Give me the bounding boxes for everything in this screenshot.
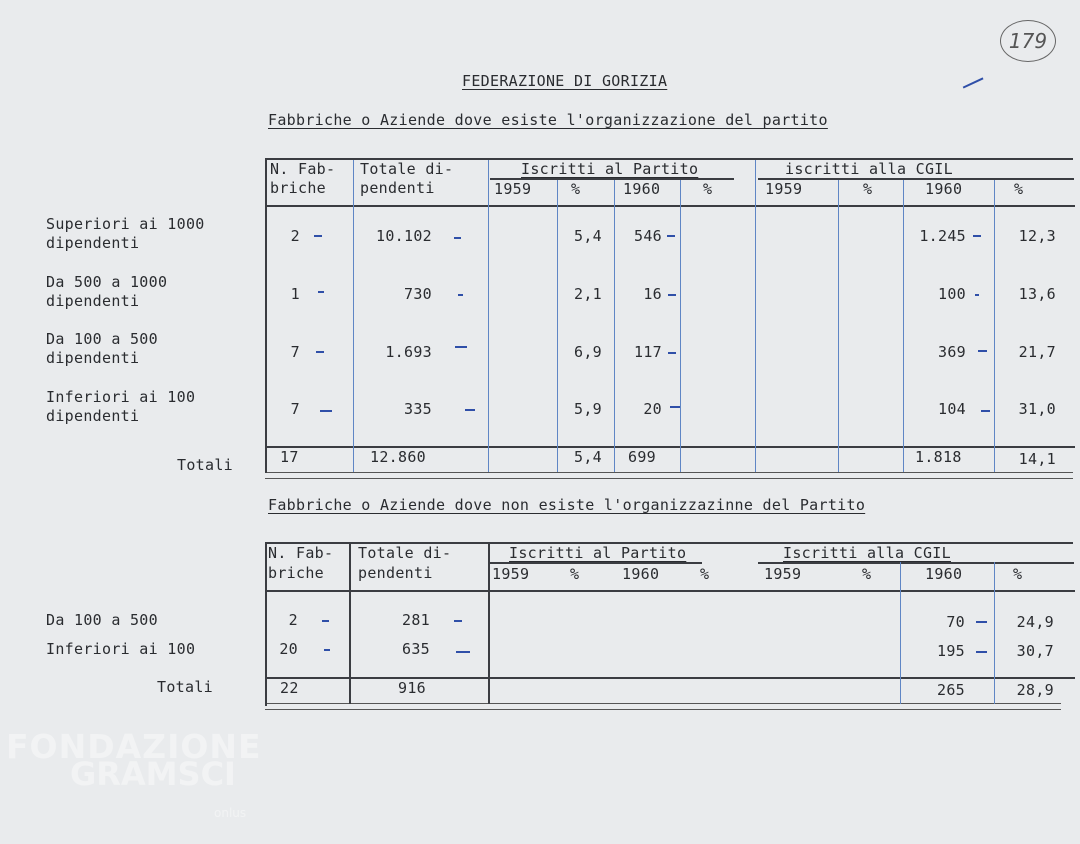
page-number-stamp: 179 — [1000, 20, 1056, 62]
header-percent: % — [700, 565, 710, 583]
table2-header-rule — [265, 590, 1075, 592]
table2-col-divider — [900, 562, 901, 704]
row-label: Da 100 a 500 — [46, 611, 158, 629]
pen-tick — [981, 410, 990, 412]
header-totale-line2: pendenti — [358, 564, 433, 582]
pen-tick — [978, 350, 987, 352]
pen-tick — [973, 235, 981, 237]
pen-tick — [668, 352, 676, 354]
table1-col-divider — [994, 180, 995, 472]
row-label: Da 100 a 500 — [46, 330, 158, 348]
watermark-logo-line1: FONDAZIONE — [6, 727, 262, 766]
header-year-1960: 1960 — [622, 565, 660, 583]
row-label: Da 500 a 1000 — [46, 273, 168, 291]
total-nfab: 17 — [280, 448, 299, 466]
row-label: dipendenti — [46, 234, 140, 252]
cell-cgil-1960: 100 — [938, 285, 966, 303]
header-nfab-line2: briche — [270, 179, 326, 197]
table1-cgil-rule — [758, 178, 1074, 180]
row-label: dipendenti — [46, 349, 140, 367]
pen-tick — [320, 410, 332, 412]
watermark-logo-line3: onlus — [214, 806, 247, 820]
header-year-1960: 1960 — [925, 565, 963, 583]
table1-col-divider — [838, 180, 839, 472]
cell-cgil-pct: 24,9 — [1016, 613, 1054, 631]
header-year-1959: 1959 — [494, 180, 532, 198]
cell-partito-pct-1959: 2,1 — [574, 285, 602, 303]
total-cgil-pct: 14,1 — [1018, 450, 1056, 468]
header-percent: % — [863, 180, 873, 198]
cell-totale: 335 — [404, 400, 432, 418]
cell-nfab: 1 — [290, 285, 300, 303]
table1-col-divider — [557, 180, 558, 472]
total-cgil-1960: 1.818 — [915, 448, 962, 466]
header-totale-line1: Totale di- — [360, 160, 454, 178]
row-label: dipendenti — [46, 292, 140, 310]
cell-cgil-pct: 21,7 — [1018, 343, 1056, 361]
header-percent: % — [1013, 565, 1023, 583]
table1-col-divider — [488, 160, 489, 472]
header-iscritti-cgil: iscritti alla CGIL — [785, 160, 953, 178]
header-year-1960: 1960 — [925, 180, 963, 198]
row-label: Inferiori ai 100 — [46, 640, 196, 658]
total-cgil-1960: 265 — [937, 681, 965, 699]
cell-partito-1960: 16 — [643, 285, 662, 303]
table2-left-border — [265, 542, 267, 706]
pen-tick — [667, 235, 675, 237]
pen-tick — [975, 294, 979, 296]
cell-cgil-pct: 13,6 — [1018, 285, 1056, 303]
header-year-1960: 1960 — [623, 180, 661, 198]
table2-col-divider — [488, 542, 490, 704]
total-cgil-pct: 28,9 — [1016, 681, 1054, 699]
cell-totale: 281 — [402, 611, 430, 629]
pen-tick — [976, 621, 987, 623]
header-nfab-line1: N. Fab- — [270, 160, 336, 178]
totals-label: Totali — [177, 456, 233, 474]
pen-tick — [324, 649, 330, 651]
row-label: Superiori ai 1000 — [46, 215, 205, 233]
table2-totals-rule — [265, 677, 1075, 679]
table1-double-rule — [265, 472, 1073, 479]
cell-cgil-1960: 195 — [937, 642, 965, 660]
pen-tick — [454, 237, 461, 239]
table1-col-divider — [680, 180, 681, 472]
pen-tick — [316, 351, 324, 353]
cell-totale: 635 — [402, 640, 430, 658]
header-percent: % — [862, 565, 872, 583]
total-partito-1960: 699 — [628, 448, 656, 466]
cell-cgil-1960: 1.245 — [919, 227, 966, 245]
pen-tick — [668, 294, 676, 296]
total-nfab: 22 — [280, 679, 299, 697]
header-iscritti-partito: Iscritti al Partito — [509, 544, 687, 562]
table2-partito-rule — [490, 562, 702, 564]
cell-partito-pct-1959: 5,4 — [574, 227, 602, 245]
header-percent: % — [1014, 180, 1024, 198]
header-percent: % — [703, 180, 713, 198]
table2-cgil-rule — [758, 562, 1074, 564]
header-percent: % — [571, 180, 581, 198]
row-label: Inferiori ai 100 — [46, 388, 196, 406]
cell-totale: 730 — [404, 285, 432, 303]
cell-nfab: 2 — [288, 611, 298, 629]
cell-partito-1960: 546 — [634, 227, 662, 245]
row-label: dipendenti — [46, 407, 140, 425]
total-partito-pct-1959: 5,4 — [574, 448, 602, 466]
cell-nfab: 20 — [279, 640, 298, 658]
cell-nfab: 2 — [290, 227, 300, 245]
pen-tick — [458, 294, 463, 296]
watermark-logo-line2: GRAMSCI — [70, 755, 236, 793]
section2-heading: Fabbriche o Aziende dove non esiste l'organizzazinne del Partito — [268, 496, 866, 514]
header-totale-line2: pendenti — [360, 179, 435, 197]
table1-col-divider — [614, 180, 615, 472]
document-title: FEDERAZIONE DI GORIZIA — [462, 72, 668, 90]
header-totale-line1: Totale di- — [358, 544, 452, 562]
table2-col-divider — [349, 542, 351, 704]
table2-col-divider — [994, 562, 995, 704]
header-iscritti-partito: Iscritti al Partito — [521, 160, 699, 178]
table1-col-divider — [755, 160, 756, 472]
cell-cgil-pct: 31,0 — [1018, 400, 1056, 418]
header-year-1959: 1959 — [765, 180, 803, 198]
header-nfab-line2: briche — [268, 564, 324, 582]
table1-left-border — [265, 158, 267, 473]
cell-nfab: 7 — [290, 343, 300, 361]
cell-totale: 1.693 — [385, 343, 432, 361]
header-nfab-line1: N. Fab- — [268, 544, 334, 562]
cell-cgil-pct: 12,3 — [1018, 227, 1056, 245]
cell-cgil-1960: 369 — [938, 343, 966, 361]
pen-mark — [963, 77, 984, 88]
pen-tick — [976, 651, 987, 653]
table1-col-divider — [353, 160, 354, 472]
pen-tick — [454, 620, 462, 622]
header-year-1959: 1959 — [764, 565, 802, 583]
header-year-1959: 1959 — [492, 565, 530, 583]
header-iscritti-cgil: Iscritti alla CGIL — [783, 544, 951, 562]
table1-col-divider — [903, 180, 904, 472]
cell-partito-pct-1959: 5,9 — [574, 400, 602, 418]
pen-tick — [670, 406, 680, 408]
cell-cgil-1960: 70 — [946, 613, 965, 631]
cell-partito-1960: 20 — [643, 400, 662, 418]
total-totale: 12.860 — [370, 448, 426, 466]
pen-tick — [455, 346, 467, 348]
table2-double-rule — [265, 703, 1061, 710]
pen-tick — [318, 291, 324, 293]
cell-nfab: 7 — [290, 400, 300, 418]
cell-partito-pct-1959: 6,9 — [574, 343, 602, 361]
pen-tick — [465, 409, 475, 411]
header-percent: % — [570, 565, 580, 583]
table1-header-rule — [265, 205, 1075, 207]
cell-cgil-pct: 30,7 — [1016, 642, 1054, 660]
pen-tick — [322, 620, 329, 622]
pen-tick — [456, 651, 470, 653]
pen-tick — [314, 235, 322, 237]
cell-partito-1960: 117 — [634, 343, 662, 361]
cell-totale: 10.102 — [376, 227, 432, 245]
section1-heading: Fabbriche o Aziende dove esiste l'organizzazione del partito — [268, 111, 828, 129]
totals-label: Totali — [157, 678, 213, 696]
total-totale: 916 — [398, 679, 426, 697]
cell-cgil-1960: 104 — [938, 400, 966, 418]
